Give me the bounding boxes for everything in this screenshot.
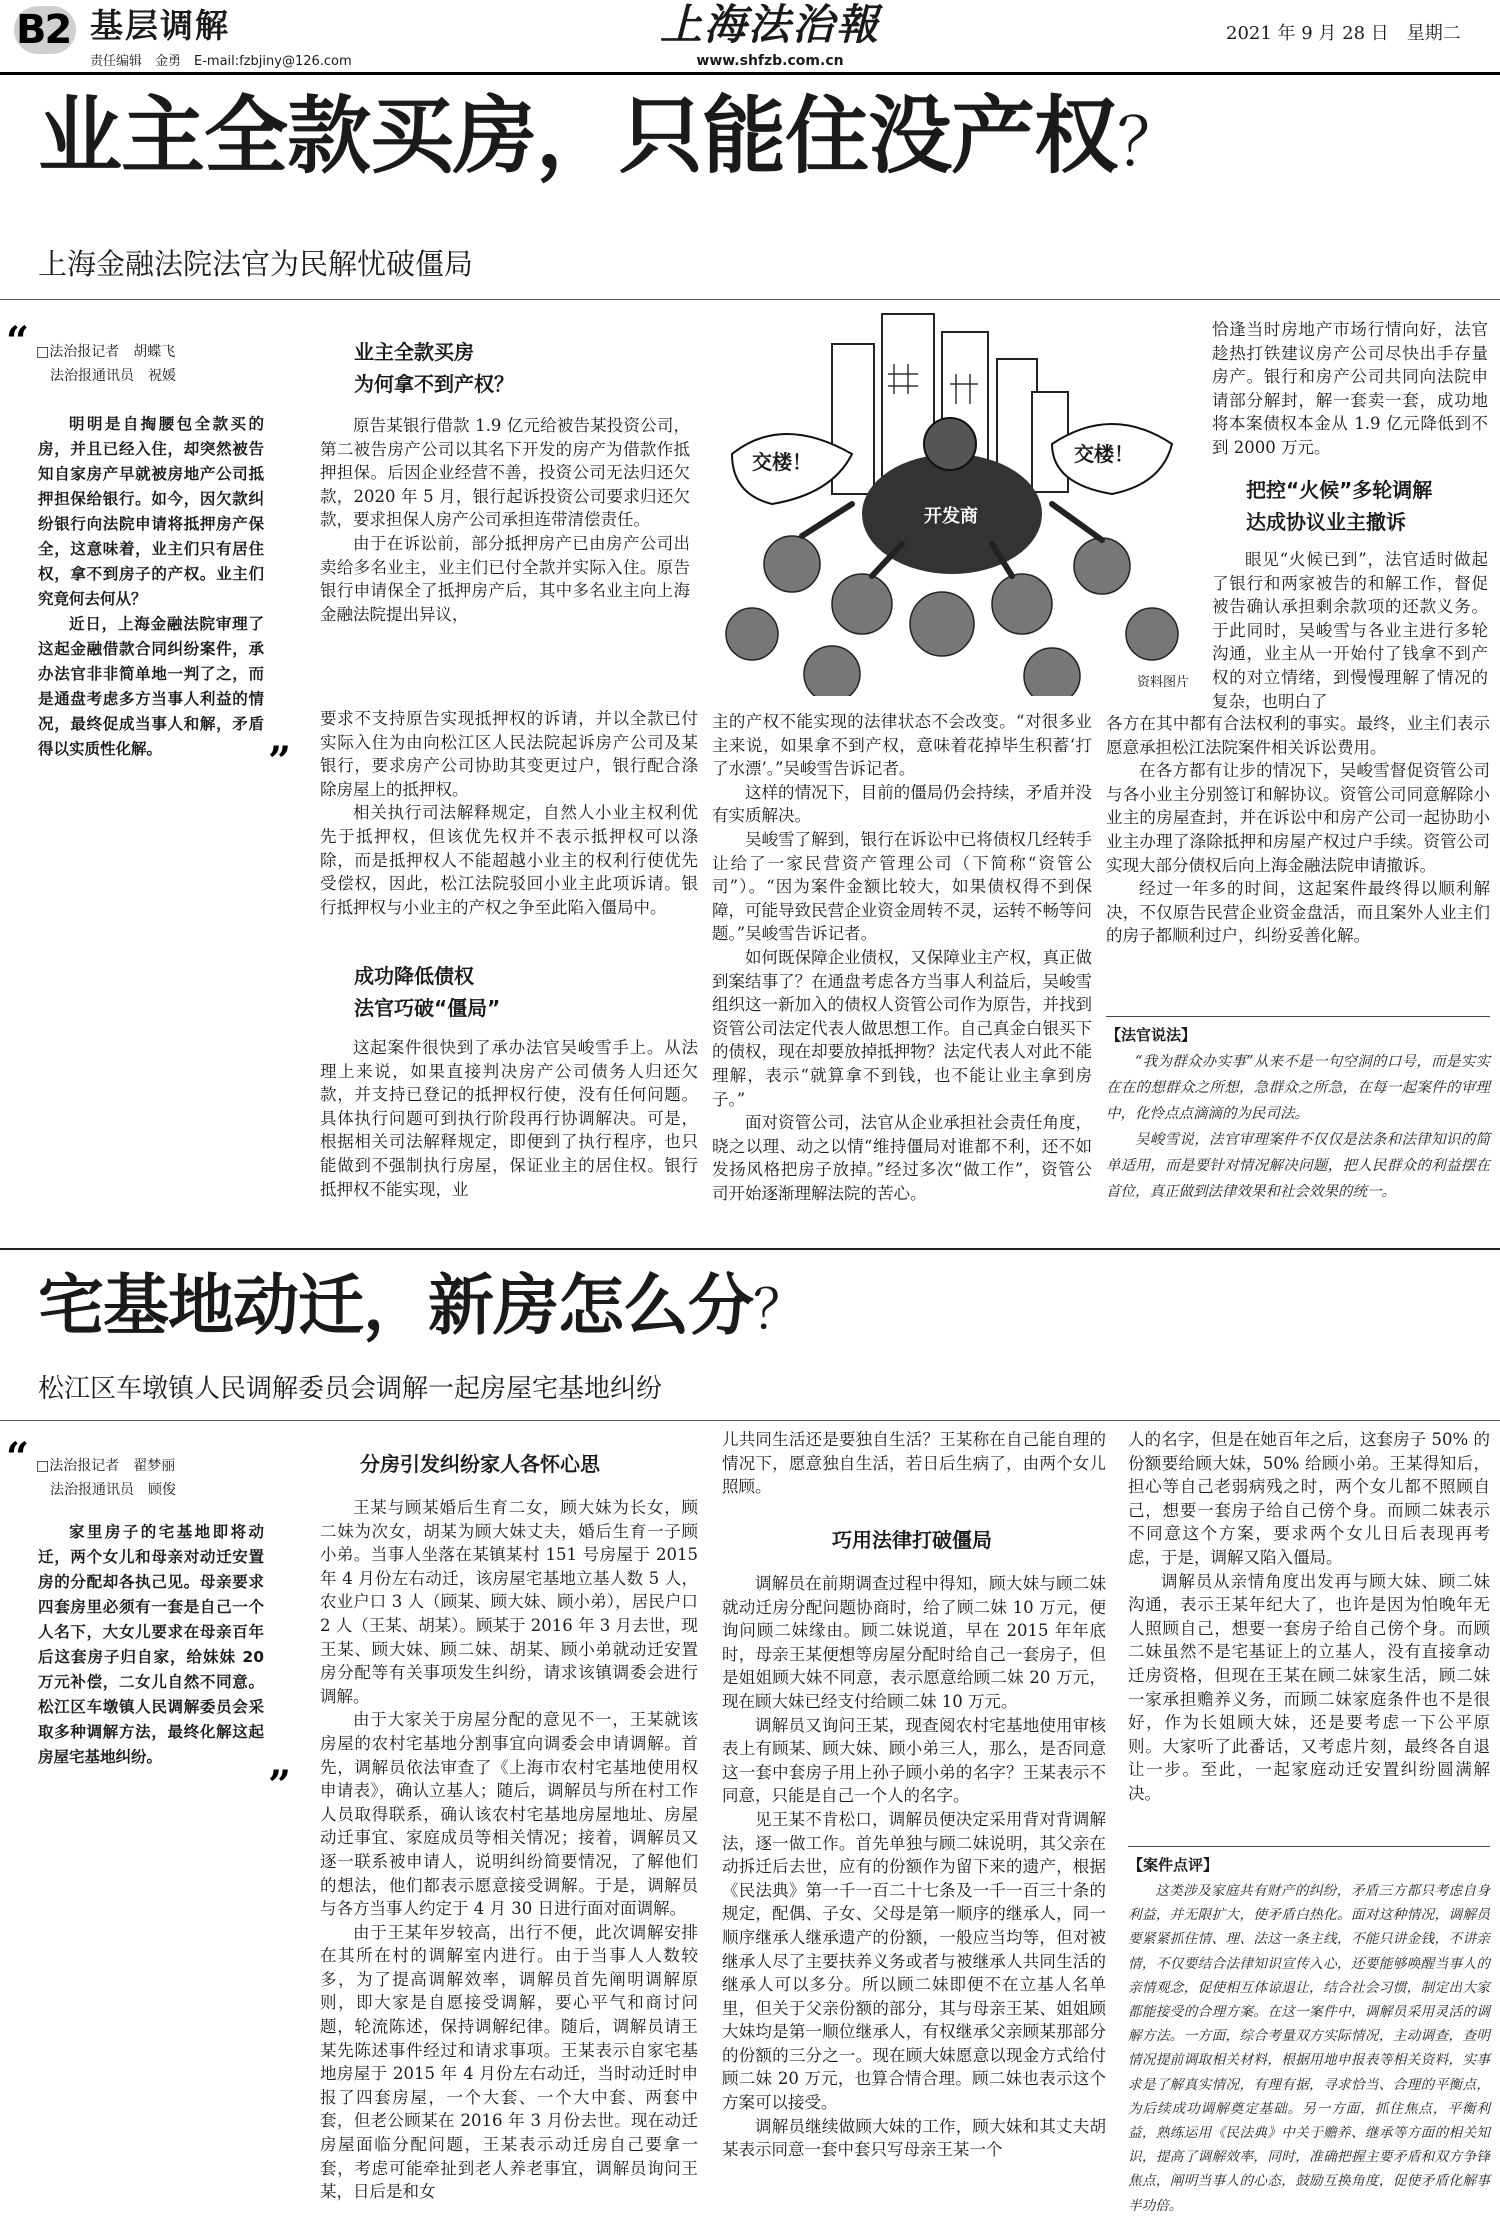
article2-lead-p1: 家里房子的宅基地即将动迁，两个女儿和母亲对动迁安置房的分配却各执己见。母亲要求四套房里必须有一套是自己一个人名下，大女儿要求在母亲百年后这套房子归自家，给妹妹 20 万元补偿，二女儿自然不同意。松江区车墩镇人民调解委员会采取多种调解方法，最终化解这起房屋宅基地纠纷。 (38, 1523, 264, 1766)
article1-lead-p1: 明明是自掏腰包全款买的房，并且已经入住，却突然被告知自家房产早就被房地产公司抵押担保给银行。如今，因欠款纠纷银行向法院申请将抵押房产保全，这意味着，业主们只有居住权，拿不到房子的产权。业主们究竟何去何从？ (38, 415, 264, 608)
article1-col4b (1212, 548, 1488, 713)
illustration-label-left: 交楼！ (752, 450, 812, 474)
article2-headline-text: 宅基地动迁，新房怎么分 (38, 1267, 753, 1344)
article2-rule (0, 1420, 1500, 1421)
article1-col2a-p2: 由于在诉讼前，部分抵押房产已由房产公司出卖给多名业主，业主们已付全款并实际入住。原告银行申请保全了抵押房产后，其中多名业主向上海金融法院提出异议， (320, 533, 690, 624)
article1-section3-title (1246, 474, 1496, 538)
judge-comment-p1: “我为群众办实事”从来不是一句空洞的口号，而是实实在在的想群众之所想，急群众之所急，在每一起案件的审理中，化怜点点滴滴的为民司法。 (1106, 1054, 1490, 1122)
masthead (0, 0, 1500, 72)
article2-col3a-p1: 儿共同生活还是要独自生活？王某称在自己能自理的情况下，愿意独自生活，若日后生病了，由两个女儿照顾。 (722, 1430, 1106, 1497)
article1-col4c-p3: 经过一年多的时间，这起案件最终得以顺利解决，不仅原告民营企业资金盘活，而且案外人业主们的房子都顺利过户，纠纷妥善化解。 (1106, 879, 1490, 946)
article2-byline-reporter: □法治报记者 翟梦丽 (36, 1458, 176, 1474)
article2-headline (38, 1264, 806, 1352)
article1-col4b-p1: 眼见“火候已到”，法官适时做起了银行和两家被告的和解工作，督促被告确认承担剩余款项的还款义务。于此同时，吴峻雪与各业主进行多轮沟通，业主从一开始付了钱拿不到产权的对立情绪，到慢慢理解了情况的复杂，也明白了 (1212, 550, 1488, 711)
illustration-caption: 资料图片 (1134, 671, 1192, 690)
article1-section1-title-l1: 业主全款买房 (354, 340, 474, 364)
article1-col4a (1212, 318, 1488, 460)
article1-col2a-p1: 原告某银行借款 1.9 亿元给被告某投资公司，第二被告房产公司以其名下开发的房产为借款作抵押担保。后因企业经营不善，投资公司无法归还欠款，2020 年 5 月，银行起诉投资公司要求归还欠款，要求担保人房产公司承担连带清偿责任。 (320, 416, 690, 530)
article1-col4a-p1: 恰逢当时房地产市场行情向好，法官趁热打铁建议房产公司尽快出手存量房产。银行和房产公司共同向法院申请部分解封，解一套卖一套，成功地将本案债权本金从 1.9 亿元降低到不到 2000 万元。 (1212, 320, 1488, 457)
illustration-label-center: 开发商 (924, 506, 978, 527)
article1-col4c-p2: 在各方都有让步的情况下，吴峻雪督促资管公司与各小业主分别签订和解协议。资管公司同意解除小业主的房屋查封，并在诉讼中和房产公司一起协助小业主办理了涤除抵押和房屋产权过户手续。资管公司实现大部分债权后向上海金融法院申请撤诉。 (1106, 761, 1490, 875)
article1-col2c (320, 1036, 698, 1201)
article1-byline-reporter: □法治报记者 胡蝶飞 (36, 344, 176, 360)
article1-headline-mark: ？ (1117, 104, 1183, 181)
article-separator (0, 1248, 1500, 1250)
article2-col2 (320, 1496, 698, 2204)
article1-lead (38, 412, 264, 762)
article2-col3b-p4: 调解员继续做顾大妹的工作，顾大妹和其丈夫胡某表示同意一套中套只写母亲王某一个 (722, 2116, 1106, 2160)
article1-col3-p3: 吴峻雪了解到，银行在诉讼中已将债权几经转手让给了一家民营资产管理公司（下简称“资管公司”）。“因为案件金额比较大，如果债权得不到保障，可能导致民营企业资金周转不灵，运转不畅等问题。”吴峻雪告诉记者。 (712, 829, 1092, 944)
article2-col3b-p3: 见王某不肯松口，调解员便决定采用背对背调解法，逐一做工作。首先单独与顾二妹说明，其父亲在动拆迁后去世，应有的份额作为留下来的遗产，根据《民法典》第一千一百二十七条及一千一百三十条的规定，配偶、子女、父母是第一顺序的继承人，同一顺序继承人继承遗产的份额，一般应当均等，但对被继承人尽了主要扶养义务或者与被继承人共同生活的继承人可以多分。所以顾二妹即便不在立基人名单里，但关于父亲份额的部分，其与母亲王某、姐姐顾大妹均是第一顺位继承人，有权继承父亲顾某那部分的份额的三分之一。现在顾大妹愿意以现金方式给付顾二妹 20 万元，也算合情合理。顾二妹也表示这个方案可以接受。 (722, 1809, 1106, 2113)
article1-rule (0, 299, 1500, 300)
article2-col2-p1: 王某与顾某婚后生育二女，顾大妹为长女，顾二妹为次女，胡某为顾大妹丈夫，婚后生育一子顾小弟。当事人坐落在某镇某村 151 号房屋于 2015 年 4 月份左右动迁，该房屋宅基地立基人数 5 人，农业户口 3 人（顾某、顾大妹、顾小弟），居民户口 2 人（王某、胡某）。顾某于 2016 年 3 月去世，现王某、顾大妹、顾二妹、胡某、顾小弟就动迁安置房分配等有关事项发生纠纷，请求该镇调委会进行调解。 (320, 1498, 698, 1706)
issue-date: 2021 年 9 月 28 日 星期二 (1226, 23, 1461, 44)
article2-col3b (722, 1572, 1106, 2162)
judge-comment-p2: 吴峻雪说，法官审理案件不仅仅是法条和法律知识的简单适用，而是要针对情况解决问题，把人民群众的利益摆在首位，真正做到法律效果和社会效果的统一。 (1106, 1132, 1490, 1200)
illustration (712, 304, 1196, 696)
article1-col2a (320, 414, 690, 626)
illustration-cartoon (712, 304, 1196, 696)
illustration-label-right: 交楼！ (1074, 442, 1134, 466)
article2-col3b-p2: 调解员又询问王某，现查阅农村宅基地使用审核表上有顾某、顾大妹、顾小弟三人，那么，是否同意这一套中套房子用上孙子顾小弟的名字？王某表示不同意，只能是自己一个人的名字。 (722, 1715, 1106, 1806)
article1-section2-title-l1: 成功降低债权 (354, 964, 474, 988)
article1-byline-correspondent: 法治报通讯员 祝媛 (50, 368, 176, 384)
article2-section1-title: 分房引发纠纷家人各怀心思 (360, 1452, 600, 1476)
article1-section1-title (354, 336, 654, 400)
article2-col4a-p2: 调解员从亲情角度出发再与顾大妹、顾二妹沟通，表示王某年纪大了，也许是因为怕晚年无人照顾自己，想要一套房子给自己傍个身。而顾二妹虽然不是宅基证上的立基人，没有直接拿动迁房资格，但现在王某在顾二妹家生活，顾二妹一家承担赡养义务，而顾二妹家庭条件也不是很好，作为长姐顾大妹，还是要考虑一下公平原则。大家听了此番话，又考虑片刻，最终各自退让一步。至此，一起家庭动迁安置纠纷圆满解决。 (1128, 1571, 1490, 1803)
case-comment-p1: 这类涉及家庭共有财产的纠纷，矛盾三方都只考虑自身利益，并无限扩大，使矛盾白热化。面对这种情况，调解员要紧紧抓住情、理、法这一条主线，不能只讲金钱，不讲亲情，不仅要结合法律知识宣传入心，还要能够唤醒当事人的亲情观念，促使相互体谅退让，结合社会习惯，制定出大家都能接受的合理方案。在这一案件中，调解员采用灵活的调解方法。一方面，综合考量双方实际情况，主动调查，查明情况提前调取相关材料，根据用地申报表等相关资料，实事求是了解真实情况，有理有据，寻求恰当、合理的平衡点，为后续成功调解奠定基础。另一方面，抓住焦点，平衡利益，熟练运用《民法典》中关于赡养、继承等方面的相关知识，提高了调解效率，同时，准确把握主要矛盾和双方争锋焦点，阐明当事人的心态，鼓励互换角度，促使矛盾化解事半功倍。 (1128, 1883, 1490, 2214)
website: www.shfzb.com.cn (696, 53, 844, 69)
article1-col4c (1106, 712, 1490, 948)
article1-section2-title (354, 960, 654, 1024)
article1-byline (36, 340, 276, 388)
article2-subheadline: 松江区车墩镇人民调解委员会调解一起房屋宅基地纠纷 (38, 1374, 663, 1404)
article1-col2b-p2: 相关执行司法解释规定，自然人小业主权利优先于抵押权，但该优先权并不表示抵押权可以涤除，而是抵押权人不能超越小业主的权利行使优先受偿权，因此，松江法院驳回小业主此项诉请。银行抵押权与小业主的产权之争至此陷入僵局中。 (320, 803, 698, 917)
article1-section2-title-l2: 法官巧破“僵局” (354, 996, 501, 1020)
article1-col2b-p1: 要求不支持原告实现抵押权的诉请，并以全款已付实际入住为由向松江区人民法院起诉房产公司及某银行，要求房产公司协助其变更过户，银行配合涤除房屋上的抵押权。 (320, 709, 698, 799)
article2-col4a (1128, 1428, 1490, 1806)
section-title: 基层调解 (90, 6, 230, 45)
open-quote-icon: “ (6, 318, 30, 365)
article2-section2-title: 巧用法律打破僵局 (832, 1528, 992, 1552)
close-quote-icon: ” (268, 738, 292, 785)
open-quote-icon-2: “ (6, 1434, 30, 1481)
article2-col4a-p1: 人的名字，但是在她百年之后，这套房子 50% 的份额要给顾大妹，50% 给顾小弟。王某得知后，担心等自己老弱病残之时，两个女儿都不照顾自己，想要一套房子给自己傍个身。而顾二妹表示不同意这个方案，要求两个女儿日后表现再考虑，于是，调解又陷入僵局。 (1128, 1430, 1490, 1567)
article2-col3a (722, 1428, 1106, 1499)
article1-col2c-p1: 这起案件很快到了承办法官吴峻雪手上。从法理上来说，如果直接判决房产公司债务人归还欠款，并支持已登记的抵押权行使，没有任何问题。具体执行问题可到执行阶段再行协调解决。可是，根据相关司法解释规定，即便到了执行程序，也只能做到不强制执行房屋，保证业主的居住权。银行抵押权不能实现，业 (320, 1038, 698, 1199)
judge-comment-text (1106, 1049, 1490, 1205)
paper-name-logo: 上海法治報 (659, 0, 880, 49)
article2-byline-correspondent: 法治报通讯员 顾俊 (50, 1482, 176, 1498)
article1-headline-text: 业主全款买房，只能住没产权 (38, 87, 1118, 185)
editor-line: 责任编辑 金勇 E-mail:fzbjiny@126.com (90, 54, 352, 69)
article2-headline-mark: ？ (753, 1278, 806, 1341)
article1-col3-p1: 主的产权不能实现的法律状态不会改变。“对很多业主来说，如果拿不到产权，意味着花掉毕生积蓄‘打了水漂’。”吴峻雪告诉记者。 (712, 712, 1092, 779)
article2-col2-p2: 由于大家关于房屋分配的意见不一，王某就该房屋的农村宅基地分割事宜向调委会申请调解。首先，调解员依法审查了《上海市农村宅基地使用权申请表》，确认立基人；随后，调解员与所在村工作人员取得联系，确认该农村宅基地房屋地址、房屋动迁事宜、家庭成员等相关情况；接着，调解员又逐一联系被申请人，说明纠纷简要情况，了解他们的想法，他们都表示愿意接受调解。于是，调解员与各方当事人约定于 4 月 30 日进行面对面调解。 (320, 1710, 698, 1919)
article1-subheadline: 上海金融法院法官为民解忧破僵局 (38, 247, 474, 281)
article2-lead (38, 1520, 264, 1770)
close-quote-icon-2: ” (268, 1762, 292, 1809)
article1-section3-title-l2: 达成协议业主撤诉 (1246, 510, 1406, 534)
article1-col3 (712, 710, 1092, 1205)
article1-col3-p5: 面对资管公司，法官从企业承担社会责任角度，晓之以理、动之以情“维持僵局对谁都不利，还不如发扬风格把房子放掉。”经过多次“做工作”，资管公司开始逐渐理解法院的苦心。 (712, 1113, 1092, 1203)
case-comment-box (1128, 1846, 1490, 2223)
page-label: B2 (16, 7, 71, 53)
masthead-rule (0, 72, 1500, 75)
article1-section1-title-l2: 为何拿不到产权？ (354, 372, 514, 396)
article2-col2-p3: 由于王某年岁较高，出行不便，此次调解安排在其所在村的调解室内进行。由于当事人人数较多，为了提高调解效率，调解员首先阐明调解原则，即大家是自愿接受调解，要心平气和商讨问题，轮流陈述，保持调解纪律。随后，调解员请王某先陈述事件经过和请求事项。王某表示自家宅基地房屋于 2015 年 4 月份左右动迁，当时动迁时申报了四套房屋，一个大套、一个大中套、两套中套，但老公顾某在 2016 年 3 月份去世。现在动迁房屋面临分配问题，王某表示动迁房自己要拿一套，考虑可能牵扯到老人养老事宜，调解员询问王某，日后是和女 (320, 1922, 698, 2202)
case-comment-title: 【案件点评】 (1128, 1856, 1219, 1874)
case-comment-text (1128, 1879, 1490, 2218)
article1-col4c-p1: 各方在其中都有合法权利的事实。最终，业主们表示愿意承担松江法院案件相关诉讼费用。 (1106, 714, 1490, 757)
article1-col3-p4: 如何既保障企业债权，又保障业主产权，真正做到案结事了？在通盘考虑各方当事人利益后，吴峻雪组织这一新加入的债权人资管公司作为原告，并找到资管公司法定代表人做思想工作。自己真金白银买下的债权，现在却要放掉抵押物？法定代表人对此不能理解，表示“就算拿不到钱，也不能让业主拿到房子。” (712, 947, 1092, 1109)
article1-col3-p2: 这样的情况下，目前的僵局仍会持续，矛盾并没有实质解决。 (712, 782, 1092, 826)
article2-col3b-p1: 调解员在前期调查过程中得知，顾大妹与顾二妹就动迁房分配问题协商时，给了顾二妹 10 万元，便询问顾二妹缘由。顾二妹说道，早在 2015 年年底时，母亲王某便想等房屋分配时给自己一套房子，但是姐姐顾大妹不同意，表示愿意给顾二妹 20 万元，现在顾大妹已经支付给顾二妹 10 万元。 (722, 1574, 1106, 1711)
article2-byline (36, 1454, 276, 1502)
article1-lead-p2: 近日，上海金融法院审理了这起金融借款合同纠纷案件，承办法官非非简单地一判了之，而是通盘考虑多方当事人利益的情况，最终促成当事人和解，矛盾得以实质性化解。 (38, 615, 264, 758)
article1-col2b (320, 707, 698, 919)
article1-section3-title-l1: 把控“火候”多轮调解 (1246, 478, 1433, 502)
judge-comment-title: 【法官说法】 (1106, 1026, 1197, 1044)
article1-headline (38, 86, 1182, 193)
